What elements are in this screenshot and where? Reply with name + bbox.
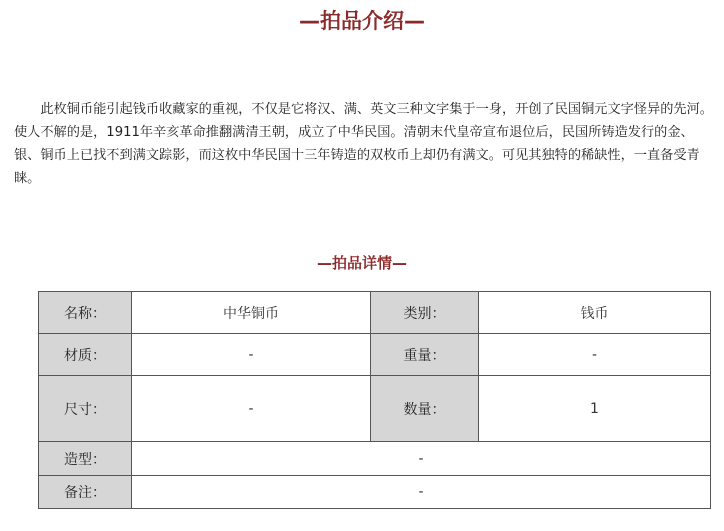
weight-value: - [479, 334, 711, 376]
name-value: 中华铜币 [132, 292, 371, 334]
details-section-title: —拍品详情— [316, 254, 407, 272]
quantity-label: 数量： [371, 376, 479, 442]
details-row-size-quantity [39, 376, 711, 442]
material-label: 材质： [39, 334, 132, 376]
weight-label: 重量： [371, 334, 479, 376]
remarks-label: 备注： [39, 476, 132, 509]
category-value: 钱币 [479, 292, 711, 334]
details-table [38, 291, 711, 509]
shape-value: - [132, 442, 711, 476]
details-row-material-weight [39, 334, 711, 376]
shape-label: 造型： [39, 442, 132, 476]
details-row-shape [39, 442, 711, 476]
size-label: 尺寸： [39, 376, 132, 442]
category-label: 类别： [371, 292, 479, 334]
material-value: - [132, 334, 371, 376]
details-row-name-category [39, 292, 711, 334]
name-label: 名称： [39, 292, 132, 334]
intro-paragraph: 此枚铜币能引起钱币收藏家的重视，不仅是它将汉、满、英文三种文字集于一身，开创了民国铜元文字怪异的先河。使人不解的是，1911年辛亥革命推翻满清王朝，成立了中华民国。清朝末代皇帝宣布退位后，民国所铸造发行的金、银、铜币上已找不到满文踪影，而这枚中华民国十三年铸造的双枚币上却仍有满文。可见其独特的稀缺性，一直备受青睐。 [14, 102, 713, 186]
intro-section-title: —拍品介绍— [299, 9, 425, 33]
size-value: - [132, 376, 371, 442]
remarks-value: - [132, 476, 711, 509]
details-row-remarks [39, 476, 711, 509]
quantity-value: 1 [479, 376, 711, 442]
